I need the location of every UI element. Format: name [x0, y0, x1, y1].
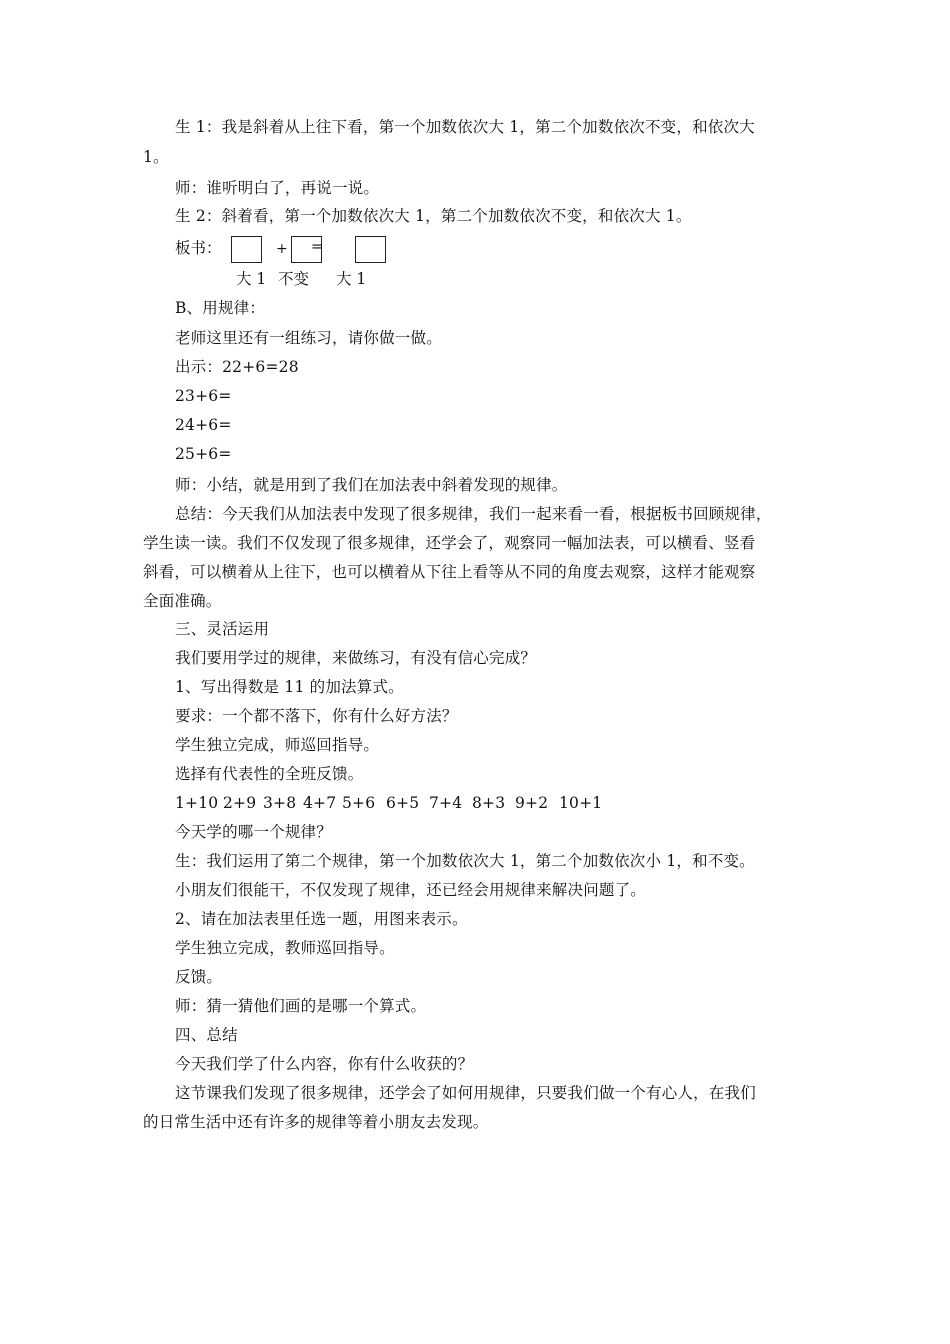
- equation-item: 4+7: [303, 794, 337, 812]
- section-3-independent2: 学生独立完成，教师巡回指导。: [175, 939, 395, 957]
- label-increase-1-sum: 大 1: [336, 270, 367, 288]
- conclusion-line-1: 总结：今天我们从加法表中发现了很多规律，我们一起来看一看，根据板书回顾规律，: [175, 505, 772, 523]
- section-4-closing-line-1: 这节课我们发现了很多规律，还学会了如何用规律，只要我们做一个有心人，在我们: [175, 1084, 756, 1102]
- paragraph-student1: 生 1：我是斜着从上往下看，第一个加数依次大 1，第二个加数依次不变，和依次大: [175, 118, 755, 136]
- section-3-question: 今天学的哪一个规律？: [175, 823, 333, 841]
- first-addend-box: [231, 236, 262, 263]
- equation-item: 2+9: [223, 794, 257, 812]
- equation-item: 9+2: [515, 794, 549, 812]
- sum-box: [355, 236, 386, 263]
- equation-item: 10+1: [559, 794, 603, 812]
- equation-item: 1+10: [175, 794, 219, 812]
- exercise-3: 25+6=: [175, 445, 232, 463]
- label-increase-1: 大 1: [236, 270, 267, 288]
- equals-sign: =: [311, 239, 323, 255]
- section-b-summary: 师：小结，就是用到了我们在加法表中斜着发现的规律。: [175, 476, 568, 494]
- paragraph-student1-cont: 1。: [143, 148, 169, 166]
- conclusion-line-2: 学生读一读。我们不仅发现了很多规律，还学会了，观察同一幅加法表，可以横看、竖看: [143, 534, 756, 552]
- equation-item: 6+5: [386, 794, 420, 812]
- section-3-task1: 1、写出得数是 11 的加法算式。: [175, 678, 404, 696]
- section-3-student-answer: 生：我们运用了第二个规律，第一个加数依次大 1，第二个加数依次小 1，和不变。: [175, 852, 755, 870]
- section-3-feedback: 选择有代表性的全班反馈。: [175, 765, 364, 783]
- exercise-2: 24+6=: [175, 416, 232, 434]
- section-3-independent: 学生独立完成，师巡回指导。: [175, 736, 380, 754]
- equation-item: 8+3: [472, 794, 506, 812]
- equation-item: 3+8: [263, 794, 297, 812]
- paragraph-student2: 生 2：斜着看，第一个加数依次大 1，第二个加数依次不变，和依次大 1。: [175, 207, 692, 225]
- equation-item: 5+6: [342, 794, 376, 812]
- section-b-show: 出示：22+6=28: [175, 358, 299, 376]
- paragraph-teacher-ask: 师：谁听明白了，再说一说。: [175, 179, 380, 197]
- section-4-question: 今天我们学了什么内容，你有什么收获的？: [175, 1055, 474, 1073]
- section-3-praise: 小朋友们很能干，不仅发现了规律，还已经会用规律来解决问题了。: [175, 881, 647, 899]
- section-3-feedback2: 反馈。: [175, 968, 223, 986]
- section-3-task2: 2、请在加法表里任选一题，用图来表示。: [175, 910, 468, 928]
- exercise-1: 23+6=: [175, 387, 232, 405]
- section-b-intro: 老师这里还有一组练习，请你做一做。: [175, 329, 442, 347]
- section-3-requirement: 要求：一个都不落下，你有什么好方法？: [175, 707, 458, 725]
- plus-sign: +: [276, 241, 288, 257]
- section-b-heading: B、用规律：: [175, 299, 266, 317]
- section-3-heading: 三、灵活运用: [175, 620, 270, 638]
- section-4-closing-line-2: 的日常生活中还有许多的规律等着小朋友去发现。: [143, 1113, 489, 1131]
- equation-item: 7+4: [429, 794, 463, 812]
- board-label: 板书：: [175, 239, 222, 257]
- conclusion-line-3: 斜看，可以横着从上往下，也可以横着从下往上看等从不同的角度去观察，这样才能观察: [143, 563, 756, 581]
- section-3-intro: 我们要用学过的规律，来做练习，有没有信心完成？: [175, 649, 537, 667]
- conclusion-line-4: 全面准确。: [143, 592, 222, 610]
- section-4-heading: 四、总结: [175, 1026, 238, 1044]
- label-unchanged: 不变: [278, 270, 310, 288]
- section-3-guess: 师：猜一猜他们画的是哪一个算式。: [175, 997, 427, 1015]
